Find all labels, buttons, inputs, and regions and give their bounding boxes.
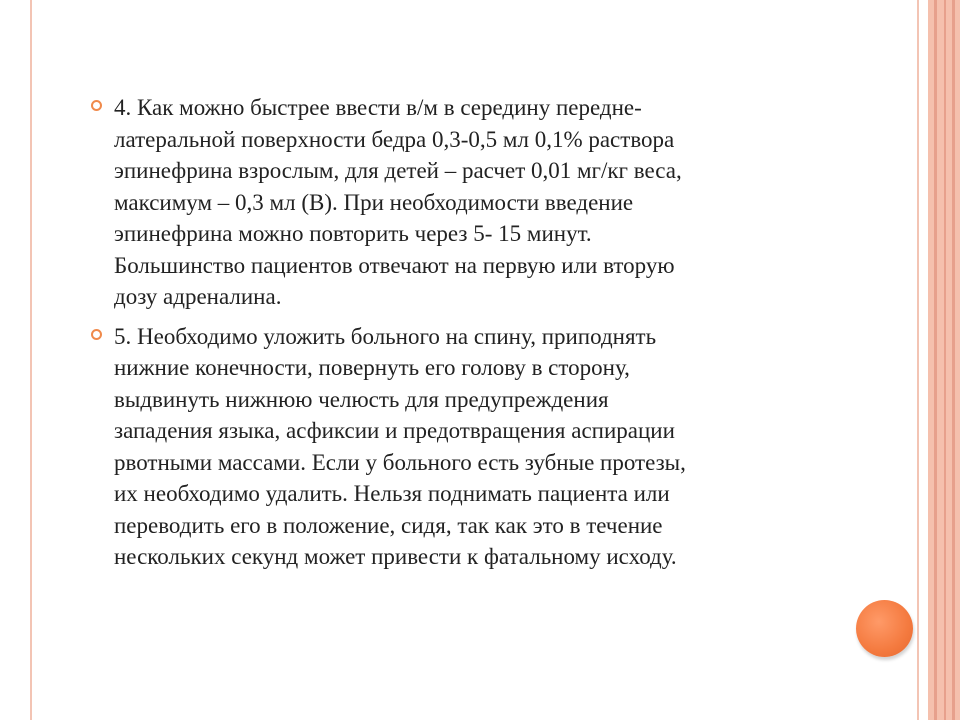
- stripe: [944, 0, 946, 720]
- decorative-stripes: [928, 0, 960, 720]
- slide-content: [88, 92, 848, 581]
- bullet-item-5: [88, 321, 848, 573]
- bullet-text: 5. Необходимо уложить больного на спину, приподнять нижние конечности, повернуть его голову в сторону, выдвинуть нижнюю челюсть для предупреждения западения языка, асфиксии и предотвращения аспирации рвотными массами. Если у больного есть зубные протезы, их необходимо удалить. Нельзя поднимать пациента или переводить его в положение, сидя, так как это в течение нескольких секунд может привести к фатальному исходу.: [114, 323, 686, 569]
- left-frame-line: [30, 0, 32, 720]
- ring-bullet-icon: [91, 329, 102, 340]
- right-frame-line: [917, 0, 919, 720]
- bullet-text: 4. Как можно быстрее ввести в/м в середину передне- латеральной поверхности бедра 0,3-0,5 мл 0,1% раствора эпинефрина взрослым, для детей – расчет 0,01 мг/кг веса, максимум – 0,3 мл (B). При необходимости введение эпинефрина можно повторить через 5- 15 минут. Большинство пациентов отвечают на первую или вторую дозу адреналина.: [114, 95, 682, 309]
- orange-circle-button[interactable]: [856, 600, 913, 657]
- ring-bullet-icon: [91, 100, 102, 111]
- stripe: [934, 0, 937, 720]
- stripe: [952, 0, 955, 720]
- bullet-item-4: [88, 92, 848, 313]
